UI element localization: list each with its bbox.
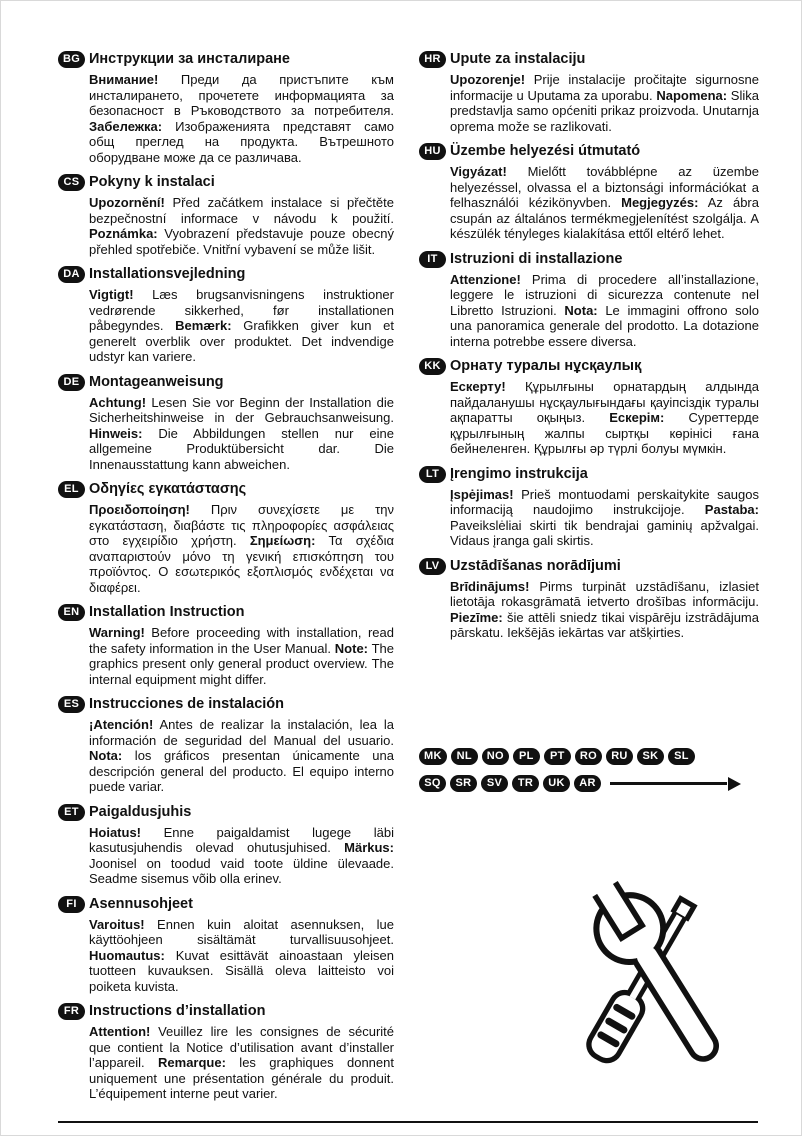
language-section-fr bbox=[58, 1003, 394, 1102]
language-badge-row-2 bbox=[419, 775, 741, 792]
language-badge-ru: RU bbox=[606, 748, 633, 765]
section-title-lt: Įrengimo instrukcija bbox=[450, 465, 588, 482]
section-body-fi: Varoitus! Ennen kuin aloitat asennuksen, lue käyttöohjeen sisältämät turvallisuusohjeet. Huomautus: Kuvat esittävät ainoastaan yleisen tuotteen kuvauksen. Sisällä oleva laitteisto voi poiketa kuvista. bbox=[89, 916, 394, 994]
section-body-bg: Внимание! Преди да пристъпите към инсталирането, прочетете информацията за безопасност в Ръководството за потребителя. Забележка: Изображенията представят само общ преглед на продукта. Вътрешното оборудване може да се различава. bbox=[89, 72, 394, 165]
language-badge-fi: FI bbox=[58, 896, 85, 913]
section-body-fr: Attention! Veuillez lire les consignes de sécurité que contient la Notice d’utilisation avant d’installer l’appareil. Remarque: les graphiques donnent uniquement une présentation générale du produit. L’équipement interne peut varier. bbox=[89, 1024, 394, 1101]
section-body-es: ¡Atención! Antes de realizar la instalación, lea la información de seguridad del Manual del usuario. Nota: los gráficos presentan únicamente una descripción general del producto. El equipo interno puede variar. bbox=[89, 717, 394, 794]
section-title-de: Montageanweisung bbox=[89, 373, 224, 390]
section-body-da: Vigtigt! Læs brugsanvisningens instruktioner vedrørende sikkerhed, før installationen påbegyndes. Bemærk: Grafikken giver kun et generelt overblik over produktet. Det indvendige udstyr kan variere. bbox=[89, 287, 394, 364]
language-section-de bbox=[58, 374, 394, 473]
section-body-cs: Upozornění! Před začátkem instalace si přečtěte bezpečnostní informace v návodu k použití. Poznámka: Vyobrazení představuje pouze obecný přehled spotřebiče. Vnitřní vybavení se může lišit. bbox=[89, 195, 394, 257]
section-body-et: Hoiatus! Enne paigaldamist lugege läbi kasutusjuhendis olevad ohutusjuhised. Märkus: Joonisel on toodud vaid toote üldine ülevaade. Seadme sisemus võib olla erinev. bbox=[89, 824, 394, 886]
language-section-da bbox=[58, 266, 394, 365]
section-body-it: Attenzione! Prima di procedere all’installazione, leggere le istruzioni di sicurezza contenute nel Libretto Istruzioni. Nota: Le immagini offrono solo una panoramica generale del prodotto. La dotazione interna potrebbe essere diversa. bbox=[450, 271, 759, 349]
language-badge-fr: FR bbox=[58, 1003, 85, 1020]
section-body-hr: Upozorenje! Prije instalacije pročitajte sigurnosne informacije u Uputama za uporabu. Napomena: Slika predstavlja samo općeniti prikaz proizvoda. Unutarnja oprema može se razlikovati. bbox=[450, 72, 759, 134]
section-title-hu: Üzembe helyezési útmutató bbox=[450, 143, 641, 159]
section-title-fr: Instructions d’installation bbox=[89, 1003, 266, 1019]
language-badge-sk: SK bbox=[637, 748, 664, 765]
language-section-kk bbox=[419, 358, 759, 457]
language-badge-pt: PT bbox=[544, 748, 571, 765]
language-section-lt bbox=[419, 466, 759, 549]
language-badge-hr: HR bbox=[419, 51, 446, 68]
language-badge-sl: SL bbox=[668, 748, 695, 765]
language-badges-footer bbox=[419, 748, 741, 802]
section-body-hu: Vigyázat! Mielőtt továbblépne az üzembe helyezéssel, olvassa el a biztonsági információkat a felhasználói kézikönyvben. Megjegyzés: Az ábra csupán az általános termékmegjelenítést szolgálja. A készülék tényleges kialakítása ettől eltérő lehet. bbox=[450, 164, 759, 241]
section-title-hr: Upute za instalaciju bbox=[450, 51, 586, 67]
language-badge-da: DA bbox=[58, 266, 85, 283]
section-body-kk: Ескерту! Құрылғыны орнатардың алдында пайдаланушы нұсқаулығындағы қауіпсіздік туралы ақпаратты оқыңыз. Ескерім: Суреттерде құрылғының жалпы сыртқы көрінісі ғана бейнеленген. Құрылғы әр түрлі болуы мүмкін. bbox=[450, 379, 759, 456]
language-badge-no: NO bbox=[482, 748, 509, 765]
language-badge-mk: MK bbox=[419, 748, 447, 765]
language-badge-cs: CS bbox=[58, 174, 85, 191]
section-title-da: Installationsvejledning bbox=[89, 266, 246, 282]
language-badge-ar: AR bbox=[574, 775, 601, 792]
language-badge-de: DE bbox=[58, 374, 85, 391]
language-badge-sv: SV bbox=[481, 775, 508, 792]
language-badge-bg: BG bbox=[58, 51, 85, 68]
language-badge-kk: KK bbox=[419, 358, 446, 375]
language-section-en bbox=[58, 604, 394, 687]
section-body-el: Προειδοποίηση! Πριν συνεχίσετε με την εγκατάσταση, διαβάστε τις πληροφορίες ασφάλειας στο εγχειρίδιο χρήστη. Σημείωση: Τα σχέδια αναπαριστούν μόνο τη γενική επισκόπηση του προϊόντος. Ο εσωτερικός εξοπλισμός ενδέχεται να διαφέρει. bbox=[89, 502, 394, 595]
language-section-hu bbox=[419, 143, 759, 242]
section-title-lv: Uzstādīšanas norādījumi bbox=[450, 557, 621, 574]
section-body-lt: Įspėjimas! Prieš montuodami perskaitykite saugos informaciją naudojimo instrukcijoje. Pastaba: Paveikslėliai skirti tik bendrajai gaminių apžvalgai. Vidaus įranga gali skirtis. bbox=[450, 486, 759, 548]
section-title-el: Οδηγίες εγκατάστασης bbox=[89, 481, 247, 497]
language-section-cs bbox=[58, 174, 394, 257]
language-section-lv bbox=[419, 558, 759, 641]
language-badge-lv: LV bbox=[419, 558, 446, 575]
more-languages-arrow-icon bbox=[610, 782, 727, 785]
language-section-it bbox=[419, 251, 759, 350]
language-badge-el: EL bbox=[58, 481, 85, 498]
section-body-de: Achtung! Lesen Sie vor Beginn der Installation die Sicherheitshinweise in der Gebrauchsanweisung. Hinweis: Die Abbildungen stellen nur eine allgemeine Produktübersicht dar. Die Innenausstattung kann abweichen. bbox=[89, 394, 394, 472]
section-title-bg: Инструкции за инсталиране bbox=[89, 51, 290, 67]
language-section-el bbox=[58, 481, 394, 595]
language-section-et bbox=[58, 804, 394, 887]
language-badge-tr: TR bbox=[512, 775, 539, 792]
language-badge-sr: SR bbox=[450, 775, 477, 792]
wrench-screwdriver-icon bbox=[541, 863, 756, 1097]
section-body-en: Warning! Before proceeding with installation, read the safety information in the User Manual. Note: The graphics present only general product overview. The internal equipment might differ. bbox=[89, 625, 394, 687]
section-title-et: Paigaldusjuhis bbox=[89, 803, 192, 820]
section-title-it: Istruzioni di installazione bbox=[450, 250, 623, 267]
left-column bbox=[58, 51, 394, 1111]
section-body-lv: Brīdinājums! Pirms turpināt uzstādīšanu, izlasiet lietotāja rokasgrāmatā ietverto drošības informāciju. Piezīme: šie attēli sniedz tikai vispārēju izstrādājuma pārskatu. Iekšējās iekārtas var atšķirties. bbox=[450, 578, 759, 640]
language-badge-es: ES bbox=[58, 696, 85, 713]
language-badge-en: EN bbox=[58, 604, 85, 621]
language-badge-lt: LT bbox=[419, 466, 446, 483]
language-badge-uk: UK bbox=[543, 775, 570, 792]
language-section-fi bbox=[58, 896, 394, 995]
section-title-fi: Asennusohjeet bbox=[89, 895, 193, 912]
language-badge-nl: NL bbox=[451, 748, 478, 765]
language-section-es bbox=[58, 696, 394, 795]
language-badge-it: IT bbox=[419, 251, 446, 268]
section-title-kk: Орнату туралы нұсқаулық bbox=[450, 358, 642, 374]
section-title-es: Instrucciones de instalación bbox=[89, 696, 284, 712]
page-footer-rule bbox=[58, 1121, 758, 1123]
section-title-en: Installation Instruction bbox=[89, 604, 245, 620]
section-title-cs: Pokyny k instalaci bbox=[89, 174, 215, 190]
language-section-bg bbox=[58, 51, 394, 165]
language-badge-et: ET bbox=[58, 804, 85, 821]
language-badge-hu: HU bbox=[419, 143, 446, 160]
language-badge-row-1 bbox=[419, 748, 741, 765]
right-column bbox=[419, 51, 759, 650]
language-badge-pl: PL bbox=[513, 748, 540, 765]
language-badge-ro: RO bbox=[575, 748, 602, 765]
language-badge-sq: SQ bbox=[419, 775, 446, 792]
language-section-hr bbox=[419, 51, 759, 134]
